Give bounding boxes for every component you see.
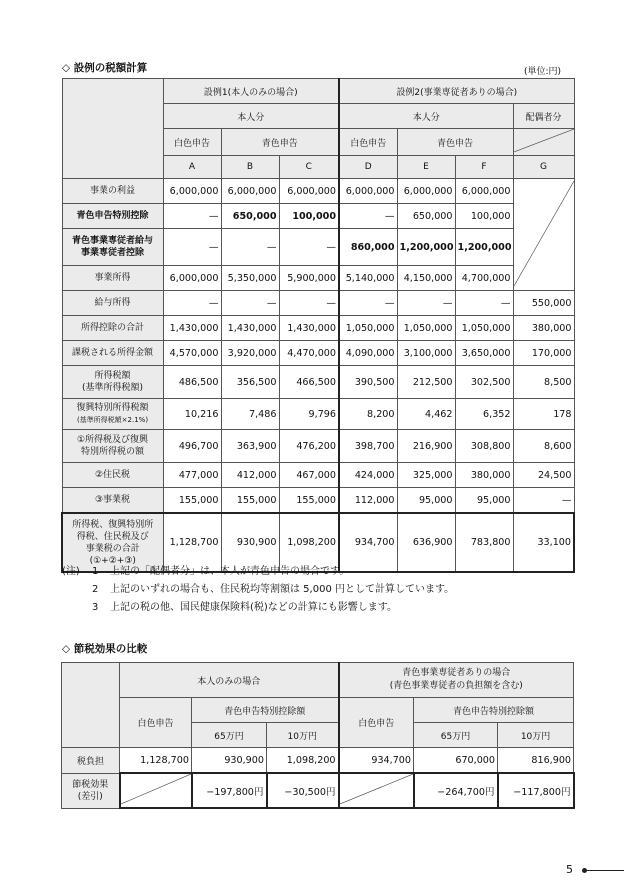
- row-label-sub: (基準所得税額×2.1%): [76, 416, 149, 424]
- value-cell: 24,500: [513, 463, 574, 488]
- value-cell: 467,000: [279, 463, 339, 488]
- tax-row: [62, 229, 574, 266]
- col-letter-d: D: [339, 156, 397, 179]
- note-text: 上記のいずれの場合も、住民税均等割額は 5,000 円として計算しています。: [110, 584, 455, 595]
- effect-value: −117,800円: [498, 773, 574, 808]
- value-cell: 934,700: [339, 513, 397, 572]
- value-cell: 1,430,000: [221, 316, 279, 341]
- tax-row: [62, 266, 574, 291]
- value-cell: 363,900: [221, 430, 279, 463]
- tax-value: 934,700: [339, 748, 414, 774]
- note-item: [62, 599, 582, 617]
- blue-header-1: 青色申告: [221, 129, 339, 156]
- value-cell: 8,600: [513, 430, 574, 463]
- value-cell: 216,900: [397, 430, 455, 463]
- spouse-diag-cell: [513, 129, 574, 156]
- col-letter-c: C: [279, 156, 339, 179]
- value-cell: —: [339, 204, 397, 229]
- value-cell: 4,470,000: [279, 341, 339, 366]
- value-cell: 1,050,000: [397, 316, 455, 341]
- value-cell: 650,000: [397, 204, 455, 229]
- value-cell: 466,500: [279, 366, 339, 399]
- note-prefix: (注): [62, 566, 80, 577]
- value-cell: 477,000: [163, 463, 221, 488]
- note-number: 1: [92, 566, 99, 577]
- case2-header-line1: 青色事業専従者ありの場合: [402, 668, 511, 678]
- row-label: ①所得税及び復興 特別所得税の額: [62, 430, 163, 463]
- effect-value: −264,700円: [414, 773, 498, 808]
- tax-value: 816,900: [498, 748, 574, 774]
- case2-self-header: 本人分: [339, 104, 513, 129]
- note-text: 上記の「配偶者分」は、本人が青色申告の場合です。: [110, 566, 350, 577]
- row-label: ②住民税: [62, 463, 163, 488]
- value-cell: 308,800: [455, 430, 513, 463]
- value-cell: 390,500: [339, 366, 397, 399]
- value-cell: 325,000: [397, 463, 455, 488]
- value-cell: 9,796: [279, 399, 339, 430]
- row-label: 事業の利益: [62, 179, 163, 204]
- value-cell: 1,098,200: [279, 513, 339, 572]
- value-cell: 170,000: [513, 341, 574, 366]
- value-cell: —: [221, 291, 279, 316]
- note-prefix: [62, 581, 92, 599]
- tax-burden-label: 税負担: [62, 748, 120, 774]
- tax-row: [62, 316, 574, 341]
- spouse-header: 配偶者分: [513, 104, 574, 129]
- tax-value: 930,900: [192, 748, 267, 774]
- value-cell: 6,352: [455, 399, 513, 430]
- case2-header: 設例2(事業専従者ありの場合): [339, 79, 574, 104]
- value-cell: 424,000: [339, 463, 397, 488]
- page-number: 5: [566, 863, 573, 876]
- value-cell: 1,128,700: [163, 513, 221, 572]
- col-letter-e: E: [397, 156, 455, 179]
- d65-header-1: 65万円: [192, 723, 267, 748]
- tax-row: [62, 430, 574, 463]
- value-cell: 1,430,000: [279, 316, 339, 341]
- value-cell: 930,900: [221, 513, 279, 572]
- corner-cell-2: [62, 663, 120, 748]
- note-number: 2: [92, 584, 99, 595]
- value-cell: 6,000,000: [163, 179, 221, 204]
- value-cell: 1,050,000: [339, 316, 397, 341]
- page-rule: [584, 870, 624, 871]
- value-cell: 100,000: [279, 204, 339, 229]
- value-cell: 5,900,000: [279, 266, 339, 291]
- effect-value: −197,800円: [192, 773, 267, 808]
- value-cell: 3,650,000: [455, 341, 513, 366]
- row-label: 事業所得: [62, 266, 163, 291]
- note-item: [62, 563, 582, 581]
- corner-cell: [62, 79, 163, 179]
- col-letter-b: B: [221, 156, 279, 179]
- value-cell: 4,462: [397, 399, 455, 430]
- value-cell: 4,150,000: [397, 266, 455, 291]
- value-cell: 1,050,000: [455, 316, 513, 341]
- case1-header: 設例1(本人のみの場合): [163, 79, 339, 104]
- case2-header-line2: (青色事業専従者の負担額を含む): [389, 681, 523, 691]
- value-cell: 5,140,000: [339, 266, 397, 291]
- col-letter-f: F: [455, 156, 513, 179]
- value-cell: 8,200: [339, 399, 397, 430]
- value-cell: 380,000: [455, 463, 513, 488]
- diagonal-line: [514, 181, 574, 286]
- deduct-header-s2: 青色申告特別控除額: [414, 698, 574, 723]
- value-cell: 7,486: [221, 399, 279, 430]
- row-label: [62, 399, 163, 430]
- white-header-s1: 白色申告: [120, 698, 192, 748]
- value-cell: 8,500: [513, 366, 574, 399]
- d10-header-1: 10万円: [267, 723, 339, 748]
- effect-label: 節税効果 (差引): [62, 773, 120, 808]
- row-label: 所得控除の合計: [62, 316, 163, 341]
- value-cell: 486,500: [163, 366, 221, 399]
- value-cell: 6,000,000: [221, 179, 279, 204]
- value-cell: 155,000: [163, 488, 221, 514]
- row-label-main: 復興特別所得税額: [76, 403, 149, 413]
- case1-header-2: 本人のみの場合: [120, 663, 339, 698]
- value-cell: —: [279, 229, 339, 266]
- deduct-header-s1: 青色申告特別控除額: [192, 698, 339, 723]
- case2-header-2: [339, 663, 574, 698]
- d65-header-2: 65万円: [414, 723, 498, 748]
- value-cell: —: [397, 291, 455, 316]
- diagonal-line: [340, 774, 413, 804]
- diagonal-line: [514, 129, 574, 152]
- tax-row: [62, 399, 574, 430]
- diagonal-line: [121, 774, 191, 804]
- tax-row: [62, 341, 574, 366]
- value-cell: 112,000: [339, 488, 397, 514]
- value-cell: 412,000: [221, 463, 279, 488]
- value-cell: 1,430,000: [163, 316, 221, 341]
- value-cell: 650,000: [221, 204, 279, 229]
- value-cell: 155,000: [279, 488, 339, 514]
- value-cell: 6,000,000: [163, 266, 221, 291]
- value-cell: 302,500: [455, 366, 513, 399]
- spouse-blank-diagonal: [513, 179, 574, 291]
- value-cell: 4,570,000: [163, 341, 221, 366]
- col-letter-a: A: [163, 156, 221, 179]
- value-cell: 4,090,000: [339, 341, 397, 366]
- tax-row: [62, 366, 574, 399]
- value-cell: —: [513, 488, 574, 514]
- section-title-savings: ◇ 節税効果の比較: [62, 643, 148, 655]
- tax-value: 670,000: [414, 748, 498, 774]
- row-label: ③事業税: [62, 488, 163, 514]
- value-cell: 6,000,000: [397, 179, 455, 204]
- value-cell: 1,200,000: [397, 229, 455, 266]
- row-label: 課税される所得金額: [62, 341, 163, 366]
- value-cell: —: [163, 291, 221, 316]
- tax-row: [62, 488, 574, 514]
- note-number: 3: [92, 602, 99, 613]
- value-cell: 33,100: [513, 513, 574, 572]
- tax-value: 1,098,200: [267, 748, 339, 774]
- value-cell: 4,700,000: [455, 266, 513, 291]
- savings-table: [61, 662, 575, 809]
- value-cell: 496,700: [163, 430, 221, 463]
- white-header-2: 白色申告: [339, 129, 397, 156]
- value-cell: —: [163, 229, 221, 266]
- value-cell: 95,000: [397, 488, 455, 514]
- tax-row: [62, 291, 574, 316]
- value-cell: 5,350,000: [221, 266, 279, 291]
- value-cell: —: [279, 291, 339, 316]
- row-label: 給与所得: [62, 291, 163, 316]
- value-cell: 100,000: [455, 204, 513, 229]
- blue-header-2: 青色申告: [397, 129, 513, 156]
- effect-value: [339, 773, 414, 808]
- value-cell: 6,000,000: [339, 179, 397, 204]
- value-cell: 1,200,000: [455, 229, 513, 266]
- row-label: 青色事業専従者給与 事業専従者控除: [62, 229, 163, 266]
- notes: [62, 563, 582, 617]
- value-cell: 10,216: [163, 399, 221, 430]
- value-cell: 6,000,000: [455, 179, 513, 204]
- unit-label: (単位:円): [524, 67, 562, 77]
- tax-calc-table: [61, 78, 575, 573]
- case1-self-header: 本人分: [163, 104, 339, 129]
- value-cell: 95,000: [455, 488, 513, 514]
- tax-row: [62, 463, 574, 488]
- value-cell: 476,200: [279, 430, 339, 463]
- effect-value: [120, 773, 192, 808]
- value-cell: 356,500: [221, 366, 279, 399]
- col-letter-g: G: [513, 156, 574, 179]
- value-cell: 860,000: [339, 229, 397, 266]
- d10-header-2: 10万円: [498, 723, 574, 748]
- value-cell: —: [455, 291, 513, 316]
- value-cell: —: [339, 291, 397, 316]
- white-header-1: 白色申告: [163, 129, 221, 156]
- section-title-tax-calc: ◇ 設例の税額計算: [62, 62, 148, 74]
- value-cell: —: [221, 229, 279, 266]
- value-cell: 155,000: [221, 488, 279, 514]
- note-text: 上記の税の他、国民健康保険料(税)などの計算にも影響します。: [110, 602, 398, 613]
- row-label: 所得税、復興特別所 得税、住民税及び 事業税の合計 (①+②+③): [62, 513, 163, 572]
- value-cell: 6,000,000: [279, 179, 339, 204]
- note-item: [62, 581, 582, 599]
- value-cell: 212,500: [397, 366, 455, 399]
- white-header-s2: 白色申告: [339, 698, 414, 748]
- value-cell: —: [163, 204, 221, 229]
- value-cell: 3,100,000: [397, 341, 455, 366]
- value-cell: 398,700: [339, 430, 397, 463]
- value-cell: 3,920,000: [221, 341, 279, 366]
- tax-row: [62, 204, 574, 229]
- value-cell: 783,800: [455, 513, 513, 572]
- row-label: 所得税額 (基準所得税額): [62, 366, 163, 399]
- effect-value: −30,500円: [267, 773, 339, 808]
- page-dot: [582, 868, 587, 873]
- value-cell: 178: [513, 399, 574, 430]
- note-prefix: [62, 599, 92, 617]
- value-cell: 380,000: [513, 316, 574, 341]
- row-label: 青色申告特別控除: [62, 204, 163, 229]
- value-cell: 636,900: [397, 513, 455, 572]
- tax-value: 1,128,700: [120, 748, 192, 774]
- value-cell: 550,000: [513, 291, 574, 316]
- tax-row: [62, 179, 574, 204]
